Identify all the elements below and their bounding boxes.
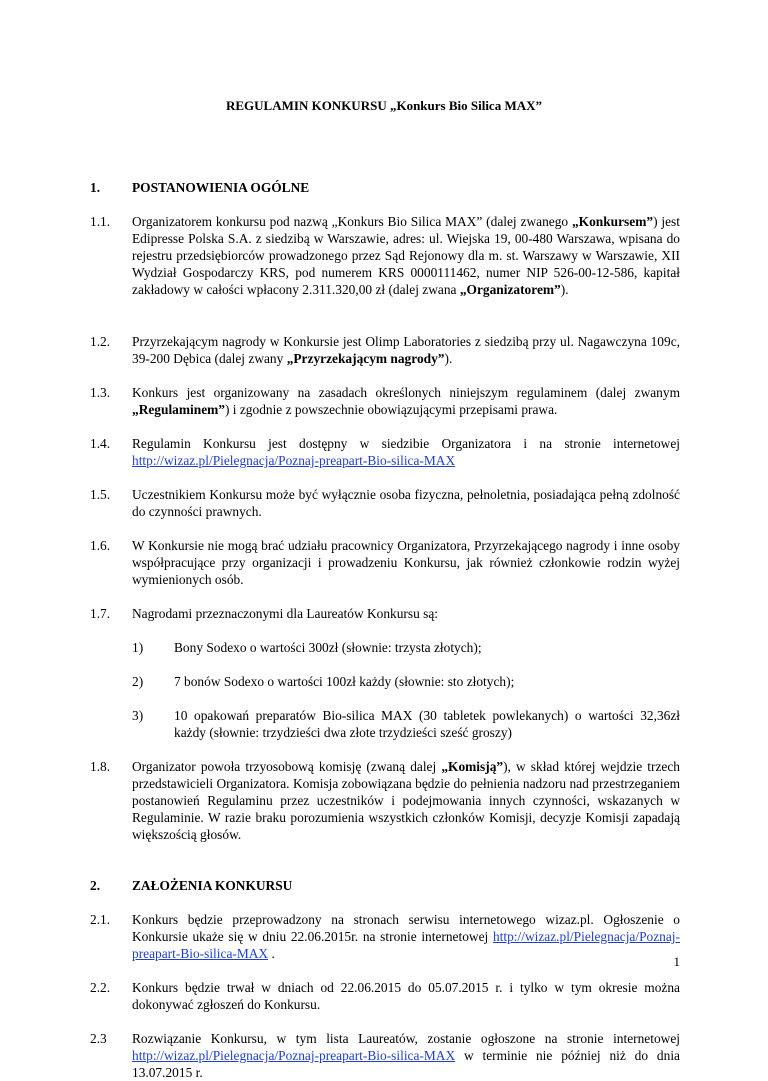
section-title: ZAŁOŻENIA KONKURSU bbox=[132, 878, 293, 893]
paragraph-text: Regulamin Konkursu jest dostępny w siedzibie Organizatora i na stronie internetowej http://wizaz.pl/Pielegnacja/Poznaj-preapart-Bio-silica-MAX bbox=[132, 436, 680, 468]
paragraph-1-5 bbox=[90, 486, 680, 520]
paragraph-text: Konkurs będzie przeprowadzony na stronach serwisu internetowego wizaz.pl. Ogłoszenie o Konkursie ukaże się w dniu 22.06.2015r. na stronie internetowej http://wizaz.pl/Pielegnacja/Poznaj-preapart-Bio-silica-MAX . bbox=[132, 912, 680, 961]
paragraph-1-8 bbox=[90, 758, 680, 843]
paragraph-number: 2.3 bbox=[90, 1031, 107, 1046]
results-link[interactable]: http://wizaz.pl/Pielegnacja/Poznaj-preapart-Bio-silica-MAX bbox=[132, 1048, 456, 1063]
paragraph-1-1 bbox=[90, 213, 680, 298]
paragraph-number: 1.3. bbox=[90, 385, 111, 400]
document-title: REGULAMIN KONKURSU „Konkurs Bio Silica MAX” bbox=[226, 98, 542, 113]
section-title: POSTANOWIENIA OGÓLNE bbox=[132, 180, 310, 195]
paragraph-1-2 bbox=[90, 333, 680, 367]
paragraph-number: 2.2. bbox=[90, 980, 111, 995]
prize-item: 1) Bony Sodexo o wartości 300zł (słownie: trzysta złotych); bbox=[132, 640, 482, 655]
paragraph-2-1 bbox=[90, 911, 680, 962]
prize-item: 2) 7 bonów Sodexo o wartości 100zł każdy (słownie: sto złotych); bbox=[132, 674, 515, 689]
paragraph-1-3 bbox=[90, 384, 680, 418]
paragraph-number: 1.7. bbox=[90, 606, 111, 621]
paragraph-number: 1.4. bbox=[90, 436, 111, 451]
regulamin-link[interactable]: http://wizaz.pl/Pielegnacja/Poznaj-preapart-Bio-silica-MAX bbox=[132, 453, 456, 468]
page-number: 1 bbox=[673, 954, 680, 969]
paragraph-number: 1.2. bbox=[90, 334, 111, 349]
paragraph-text: Organizatorem konkursu pod nazwą „Konkurs Bio Silica MAX” (dalej zwanego „Konkursem”) jest Edipresse Polska S.A. z siedzibą w Warszawie, adres: ul. Wiejska 19, 00-480 Warszawa, wpisana do rejestru przedsiębiorców prowadzonego przez Sąd Rejonowy dla m. st. Warszawy w Warszawie, XII Wydział Gospodarczy KRS, pod numerem KRS 0000111462, numer NIP 526-00-12-586, kapitał zakładowy w całości wpłacony 2.311.320,00 zł (dalej zwana „Organizatorem”). bbox=[132, 214, 680, 297]
konkurs-link[interactable]: http://wizaz.pl/Pielegnacja/Poznaj-preapart-Bio-silica-MAX bbox=[132, 929, 680, 961]
paragraph-text: Konkurs będzie trwał w dniach od 22.06.2015 do 05.07.2015 r. i tylko w tym okresie można dokonywać zgłoszeń do Konkursu. bbox=[132, 980, 680, 1012]
paragraph-number: 1.5. bbox=[90, 487, 111, 502]
paragraph-number: 1.6. bbox=[90, 538, 111, 553]
paragraph-text: Uczestnikiem Konkursu może być wyłącznie osoba fizyczna, pełnoletnia, posiadająca pełną zdolność do czynności prawnych. bbox=[132, 487, 680, 519]
paragraph-text: W Konkursie nie mogą brać udziału pracownicy Organizatora, Przyrzekającego nagrody i inne osoby współpracujące przy organizacji i prowadzeniu Konkursu, jak również członkowie rodzin wyżej wymienionych osób. bbox=[132, 538, 680, 587]
paragraph-text: Organizator powoła trzyosobową komisję (zwaną dalej „Komisją”), w skład której wejdzie trzech przedstawicieli Organizatora. Komisja zobowiązana będzie do pełnienia nadzoru nad przestrzeganiem postanowień Regulaminu przez uczestników i podejmowania innych czynności, wskazanych w Regulaminie. W razie braku porozumienia wszystkich członków Komisji, decyzje Komisji zapadają większością głosów. bbox=[132, 759, 680, 842]
paragraph-text: Przyrzekającym nagrody w Konkursie jest Olimp Laboratories z siedzibą przy ul. Nagawczyna 109c, 39-200 Dębica (dalej zwany „Przyrzekającym nagrody”). bbox=[132, 334, 680, 366]
paragraph-1-6 bbox=[90, 537, 680, 588]
section-number: 1. bbox=[90, 180, 101, 195]
prize-item: 3) 10 opakowań preparatów Bio-silica MAX (30 tabletek powlekanych) o wartości 32,36zł każdy (słownie: trzydzieści dwa złote trzydzieści sześć groszy) bbox=[132, 708, 680, 740]
paragraph-text: Konkurs jest organizowany na zasadach określonych niniejszym regulaminem (dalej zwanym „Regulaminem”) i zgodnie z powszechnie obowiązującymi przepisami prawa. bbox=[132, 385, 680, 417]
paragraph-number: 1.1. bbox=[90, 214, 111, 229]
paragraph-number: 2.1. bbox=[90, 912, 111, 927]
paragraph-2-3 bbox=[90, 1030, 680, 1081]
paragraph-number: 1.8. bbox=[90, 759, 111, 774]
paragraph-1-4 bbox=[90, 435, 680, 469]
section-number: 2. bbox=[90, 878, 101, 893]
paragraph-1-7 bbox=[90, 605, 680, 622]
paragraph-text: Rozwiązanie Konkursu, w tym lista Laureatów, zostanie ogłoszone na stronie internetowej http://wizaz.pl/Pielegnacja/Poznaj-preapart-Bio-silica-MAX w terminie nie później niż do dnia 13.07.2015 r. bbox=[132, 1031, 680, 1080]
paragraph-2-2 bbox=[90, 979, 680, 1013]
paragraph-text: Nagrodami przeznaczonymi dla Laureatów Konkursu są: bbox=[132, 606, 439, 621]
